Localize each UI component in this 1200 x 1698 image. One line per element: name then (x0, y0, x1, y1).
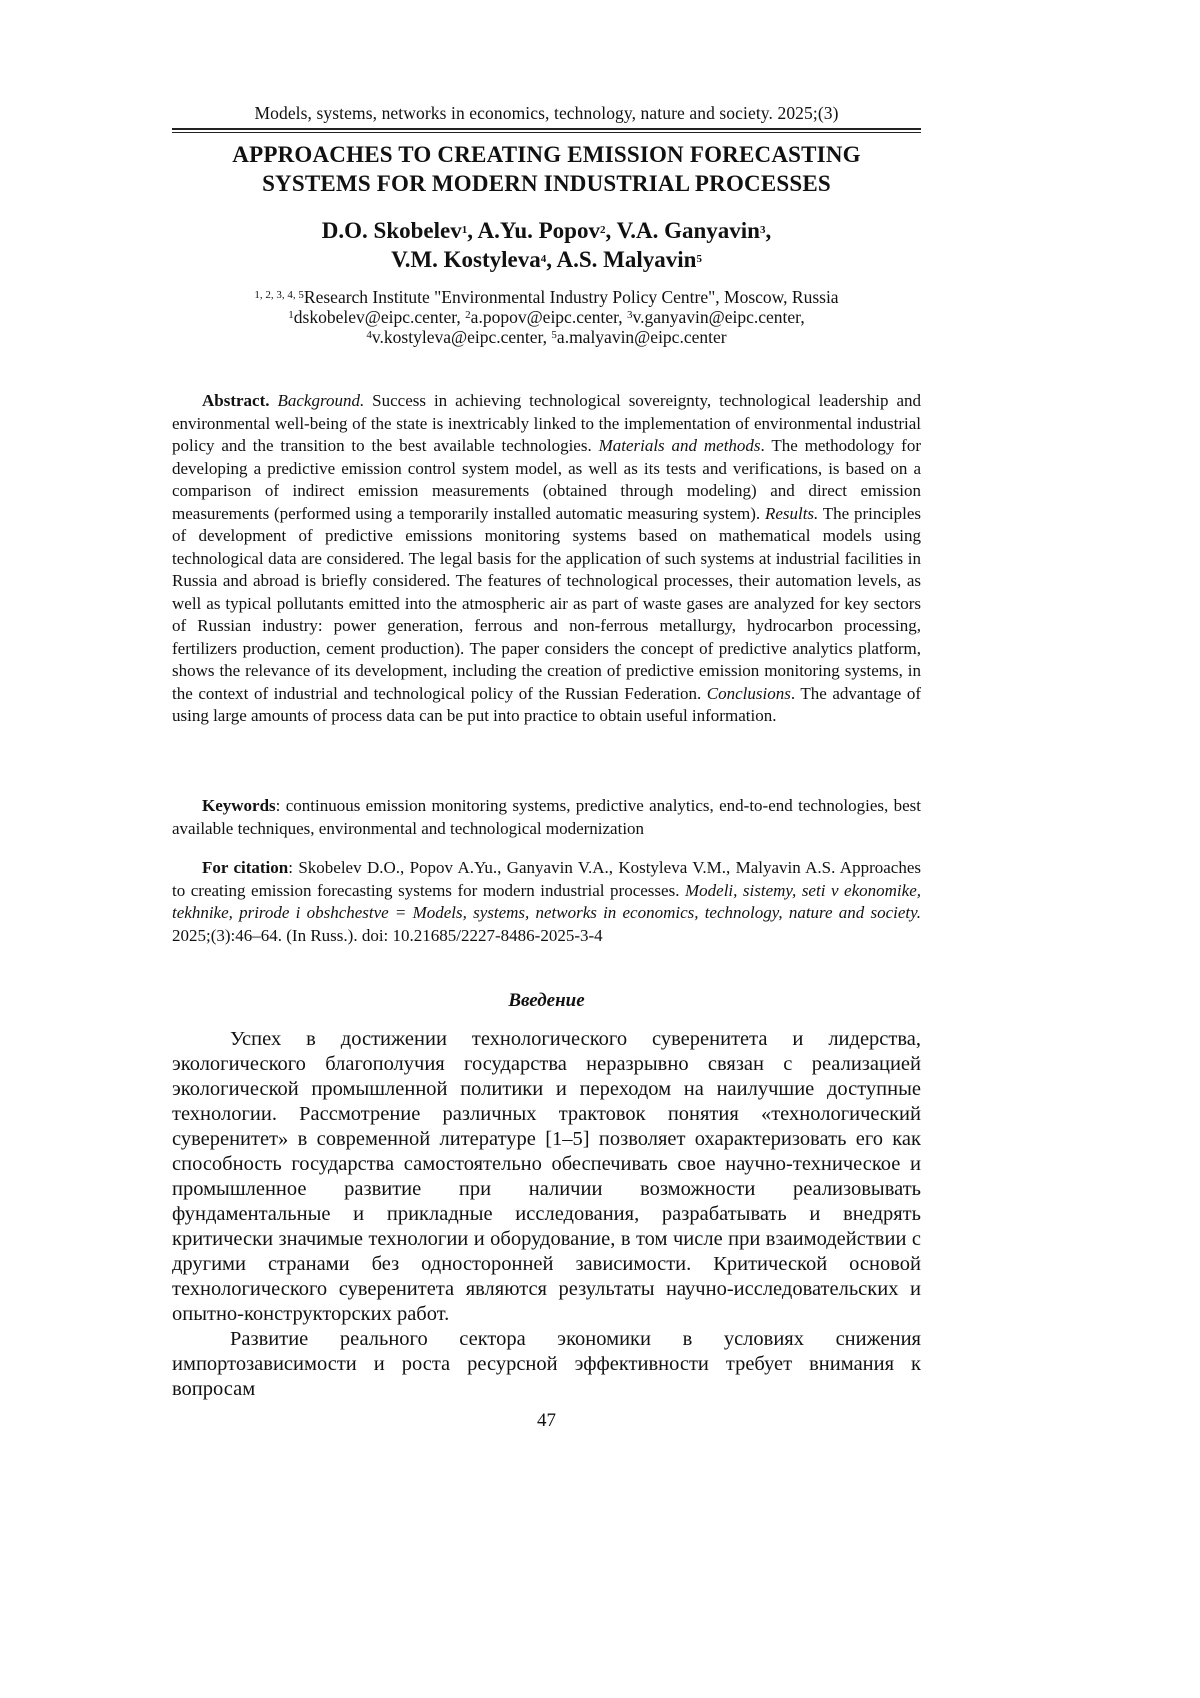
keywords-label: Keywords (202, 796, 276, 815)
citation-text-2: 2025;(3):46–64. (In Russ.). doi: 10.21685/2227-8486-2025-3-4 (172, 925, 603, 945)
author-separator: , (467, 218, 478, 243)
affiliation (172, 287, 921, 307)
author-sup: 2 (599, 224, 606, 236)
section-title: Введение (508, 990, 585, 1011)
authors (172, 216, 921, 274)
email-link[interactable]: a.popov@eipc.center (470, 307, 619, 327)
abstract-label: Abstract. (202, 391, 270, 410)
abstract-methods-text: . The methodology for developing a predictive emission control system model, as well as its tests and verifications, is based on a comparison of indirect emission measurements (obtained through modeling) and direct emission measurements (performed using a temporarily installed automatic measuring system). (172, 436, 921, 523)
paragraph: Развитие реального сектора экономики в условиях снижения импортозависимости и роста ресурсной эффективности требует внимания к вопросам (172, 1328, 921, 1400)
affiliation-text: Research Institute "Environmental Industry Policy Centre", Moscow, Russia (303, 287, 839, 307)
emails-line-2 (172, 327, 921, 347)
email-separator: , (618, 307, 627, 327)
email-link[interactable]: a.malyavin@eipc.center (556, 327, 727, 347)
citation-journal: Modeli, sistemy, seti v ekonomike, tekhnike, prirode i obshchestve = Models, systems, networks in economics, technology, nature and society. (172, 880, 921, 922)
abstract-conclusions-label: Conclusions (706, 683, 791, 703)
email-sup: 3 (627, 309, 633, 321)
author-sup: 4 (540, 253, 547, 265)
keywords (172, 795, 921, 840)
running-header: Models, systems, networks in economics, technology, nature and society. 2025;(3) (254, 103, 839, 123)
author-sup: 5 (696, 253, 702, 265)
abstract-results-label: Results. (764, 503, 819, 523)
author-name: V.M. Kostyleva (391, 247, 541, 272)
author-separator: , (605, 218, 617, 243)
email-link[interactable]: v.ganyavin@eipc.center (632, 307, 801, 327)
abstract-background-text: Success in achieving technological sovereignty, technological leadership and environmental well-being of the state is inextricably linked to the implementation of environmental industrial policy and the transition to the best available technologies. (172, 391, 921, 455)
author-separator: , (546, 247, 557, 272)
author-name: A.S. Malyavin (556, 247, 697, 272)
abstract (172, 390, 921, 728)
body-text (172, 1027, 921, 1402)
author-sup: 3 (759, 224, 766, 236)
title-line-2: SYSTEMS FOR MODERN INDUSTRIAL PROCESSES (262, 171, 831, 196)
email-link[interactable]: dskobelev@eipc.center (293, 307, 457, 327)
keywords-text: : continuous emission monitoring systems, predictive analytics, end-to-end technologies, best available techniques, environmental and technological modernization (172, 796, 921, 838)
email-sup: 2 (465, 309, 471, 321)
header-rule (172, 128, 921, 133)
abstract-results-text: The principles of development of predictive emissions monitoring systems based on mathematical models using technological data are considered. The legal basis for the application of such systems at industrial facilities in Russia and abroad is briefly considered. The features of technological processes, their automation levels, as well as typical pollutants emitted into the atmospheric air as part of waste gases are analyzed for key sectors of Russian industry: power generation, ferrous and non-ferrous metallurgy, hydrocarbon processing, fertilizers production, cement production). The paper considers the concept of predictive analytics platform, shows the relevance of its development, including the creation of predictive emission monitoring systems, in the context of industrial and technological policy of the Russian Federation. (172, 503, 922, 703)
author-name: A.Yu. Popov (477, 218, 600, 243)
email-separator: , (542, 327, 552, 347)
author-name: D.O. Skobelev (321, 218, 462, 243)
author-separator: , (765, 218, 772, 243)
affiliation-sup: 1, 2, 3, 4, 5 (254, 289, 304, 301)
author-sup: 1 (461, 224, 468, 236)
affiliation-block (172, 287, 921, 347)
authors-line-2 (172, 245, 921, 274)
paragraph: Успех в достижении технологического суверенитета и лидерства, экологического благополучия государства неразрывно связан с реализацией экологической промышленной политики и переходом на наилучшие доступные технологии. Рассмотрение различных трактовок понятия «технологический суверенитет» в современной литературе [1–5] позволяет охарактеризовать его как способность государства самостоятельно обеспечивать свое научно-техническое и промышленное развитие при наличии возможности реализовывать фундаментальные и прикладные исследования, разрабатывать и внедрять критически значимые технологии и оборудование, в том числе при взаимодействии с другими странами без односторонней зависимости. Критической основой технологического суверенитета являются результаты научно-исследовательских и опытно-конструкторских работ. (172, 1028, 921, 1325)
author-name: V.A. Ganyavin (616, 218, 760, 243)
citation-text-1: : Skobelev D.O., Popov A.Yu., Ganyavin V.A., Kostyleva V.M., Malyavin A.S. Approaches to creating emission forecasting systems for modern industrial processes. (172, 858, 921, 900)
emails-line-1 (172, 307, 921, 327)
abstract-methods-label: Materials and methods (598, 436, 761, 455)
title-line-1: APPROACHES TO CREATING EMISSION FORECASTING (232, 142, 861, 167)
abstract-background-label: Background. (277, 391, 365, 410)
article-title (166, 140, 927, 198)
authors-line-1 (172, 216, 921, 245)
email-link[interactable]: v.kostyleva@eipc.center (371, 327, 543, 347)
page-number: 47 (537, 1410, 556, 1431)
email-separator: , (800, 307, 805, 327)
email-sup: 4 (366, 329, 372, 341)
citation-label: For citation (202, 858, 289, 877)
email-sup: 5 (551, 329, 557, 341)
email-sup: 1 (288, 309, 294, 321)
citation (172, 857, 921, 947)
email-separator: , (456, 307, 466, 327)
abstract-conclusions-text: . The advantage of using large amounts of process data can be put into practice to obtain useful information. (172, 683, 921, 725)
